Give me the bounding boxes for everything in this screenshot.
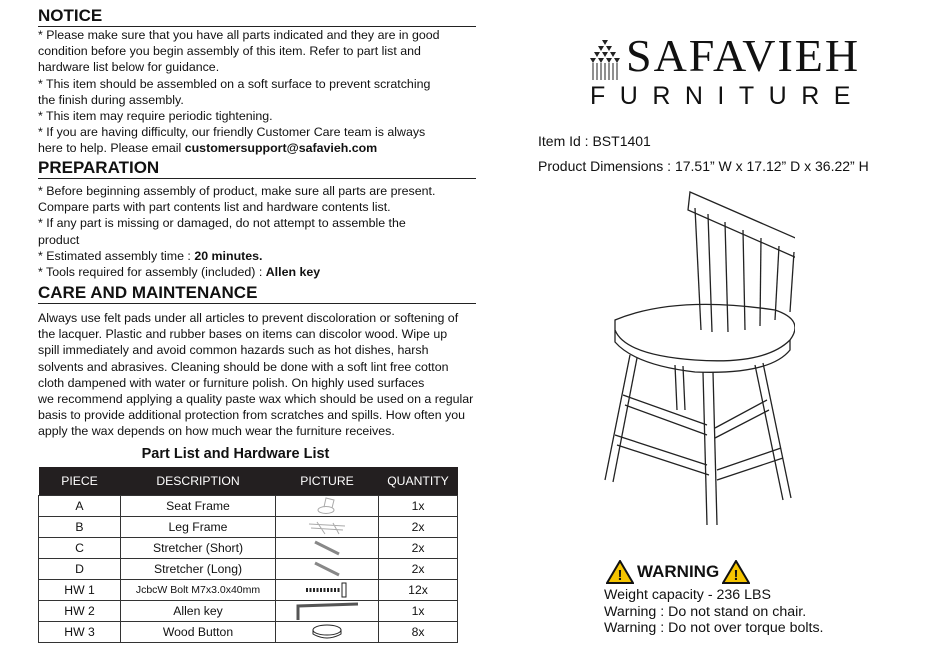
description: Wood Button: [121, 622, 276, 643]
table-row: [39, 496, 458, 517]
table-row: [39, 559, 458, 580]
description: Stretcher (Long): [121, 559, 276, 580]
line: basis to provide additional protection from scratches and spills. How often you: [38, 408, 466, 423]
logo-mark-icon: [588, 38, 628, 88]
line: * This item should be assembled on a soft surface to prevent scratching: [38, 76, 431, 91]
stretcher-icon: [276, 538, 379, 559]
col-quantity: QUANTITY: [379, 467, 458, 496]
tools: Allen key: [265, 265, 321, 280]
brand-sub: FURNITURE: [590, 82, 865, 110]
line: the lacquer. Plastic and rubber bases on items can discolor wood. Wipe up: [38, 327, 448, 342]
assembly-time: 20 minutes.: [194, 248, 263, 263]
stretcher-icon: [276, 559, 379, 580]
description: Seat Frame: [121, 496, 276, 517]
line: we recommend applying a quality paste wax which should be used on a regular: [38, 392, 474, 407]
preparation-heading: PREPARATION: [38, 158, 476, 179]
quantity: 2x: [379, 559, 458, 580]
line: the finish during assembly.: [38, 92, 184, 107]
bolt-icon: [276, 580, 379, 601]
piece: B: [39, 517, 121, 538]
description: Leg Frame: [121, 517, 276, 538]
line: Always use felt pads under all articles to prevent discoloration or softening of: [38, 311, 459, 325]
product-dimensions: Product Dimensions : 17.51” W x 17.12” D x 36.22” H: [538, 158, 869, 174]
table-row: [39, 538, 458, 559]
wood-button-icon: [276, 622, 379, 643]
weight-capacity: Weight capacity - 236 LBS: [604, 587, 771, 603]
item-id: Item Id : BST1401: [538, 133, 651, 149]
brand-name: SAFAVIEH: [626, 30, 861, 81]
line: * If any part is missing or damaged, do not attempt to assemble the: [38, 216, 406, 231]
warning-banner: [606, 560, 750, 584]
notice-heading: NOTICE: [38, 6, 476, 27]
quantity: 2x: [379, 538, 458, 559]
parts-table: [38, 467, 458, 643]
line: * Before beginning assembly of product, make sure all parts are present.: [38, 184, 436, 198]
line: * If you are having difficulty, our friendly Customer Care team is always: [38, 125, 426, 140]
description: Allen key: [121, 601, 276, 622]
piece: C: [39, 538, 121, 559]
table-row: [39, 601, 458, 622]
text: here to help. Please email: [38, 141, 185, 156]
warning-text: [604, 587, 824, 637]
piece: D: [39, 559, 121, 580]
col-piece: PIECE: [39, 467, 121, 496]
preparation-text: [38, 183, 483, 280]
line: * This item may require periodic tightening.: [38, 109, 273, 124]
warning-line: Warning : Do not over torque bolts.: [604, 620, 824, 636]
leg-frame-icon: [276, 517, 379, 538]
notice-text: [38, 27, 483, 157]
care-text: [38, 310, 483, 440]
chair-illustration: [595, 180, 795, 540]
seat-frame-icon: [276, 496, 379, 517]
line: solvents and abrasives. Cleaning should be done with a soft lint free cotton: [38, 359, 449, 374]
text: * Estimated assembly time :: [38, 248, 195, 263]
line: * Please make sure that you have all parts indicated and they are in good: [38, 28, 440, 42]
svg-text:!: !: [733, 567, 739, 584]
warning-title: WARNING: [637, 562, 720, 581]
table-row: [39, 622, 458, 643]
safavieh-logo: [588, 30, 865, 110]
table-row: [39, 580, 458, 601]
line: cloth dampened with water or furniture polish. On highly used surfaces: [38, 375, 425, 390]
piece: HW 1: [39, 580, 121, 601]
quantity: 1x: [379, 601, 458, 622]
parts-title: Part List and Hardware List: [141, 446, 330, 462]
line: hardware list below for guidance.: [38, 60, 220, 75]
quantity: 2x: [379, 517, 458, 538]
line: spill immediately and avoid common hazards such as hot dishes, harsh: [38, 343, 429, 358]
line: [38, 248, 483, 264]
description: JcbcW Bolt M7x3.0x40mm: [121, 580, 276, 601]
line: apply the wax depends on how much wear the furniture receives.: [38, 424, 395, 439]
warning-line: Warning : Do not stand on chair.: [604, 603, 807, 620]
quantity: 1x: [379, 496, 458, 517]
text: * Tools required for assembly (included) :: [38, 265, 266, 280]
quantity: 8x: [379, 622, 458, 643]
line: [38, 140, 483, 156]
table-row: [39, 517, 458, 538]
line: product: [38, 232, 80, 247]
col-picture: PICTURE: [276, 467, 379, 496]
support-email[interactable]: customersupport@safavieh.com: [184, 141, 378, 156]
piece: A: [39, 496, 121, 517]
care-heading: CARE AND MAINTENANCE: [38, 283, 476, 304]
line: Compare parts with part contents list and hardware contents list.: [38, 200, 391, 215]
piece: HW 3: [39, 622, 121, 643]
allen-key-icon: [276, 601, 379, 622]
warning-icon: [722, 560, 750, 584]
line: condition before you begin assembly of this item. Refer to part list and: [38, 44, 421, 59]
col-description: DESCRIPTION: [121, 467, 276, 496]
quantity: 12x: [379, 580, 458, 601]
line: [38, 264, 483, 280]
svg-text:!: !: [617, 567, 623, 584]
piece: HW 2: [39, 601, 121, 622]
warning-icon: [606, 560, 634, 584]
description: Stretcher (Short): [121, 538, 276, 559]
